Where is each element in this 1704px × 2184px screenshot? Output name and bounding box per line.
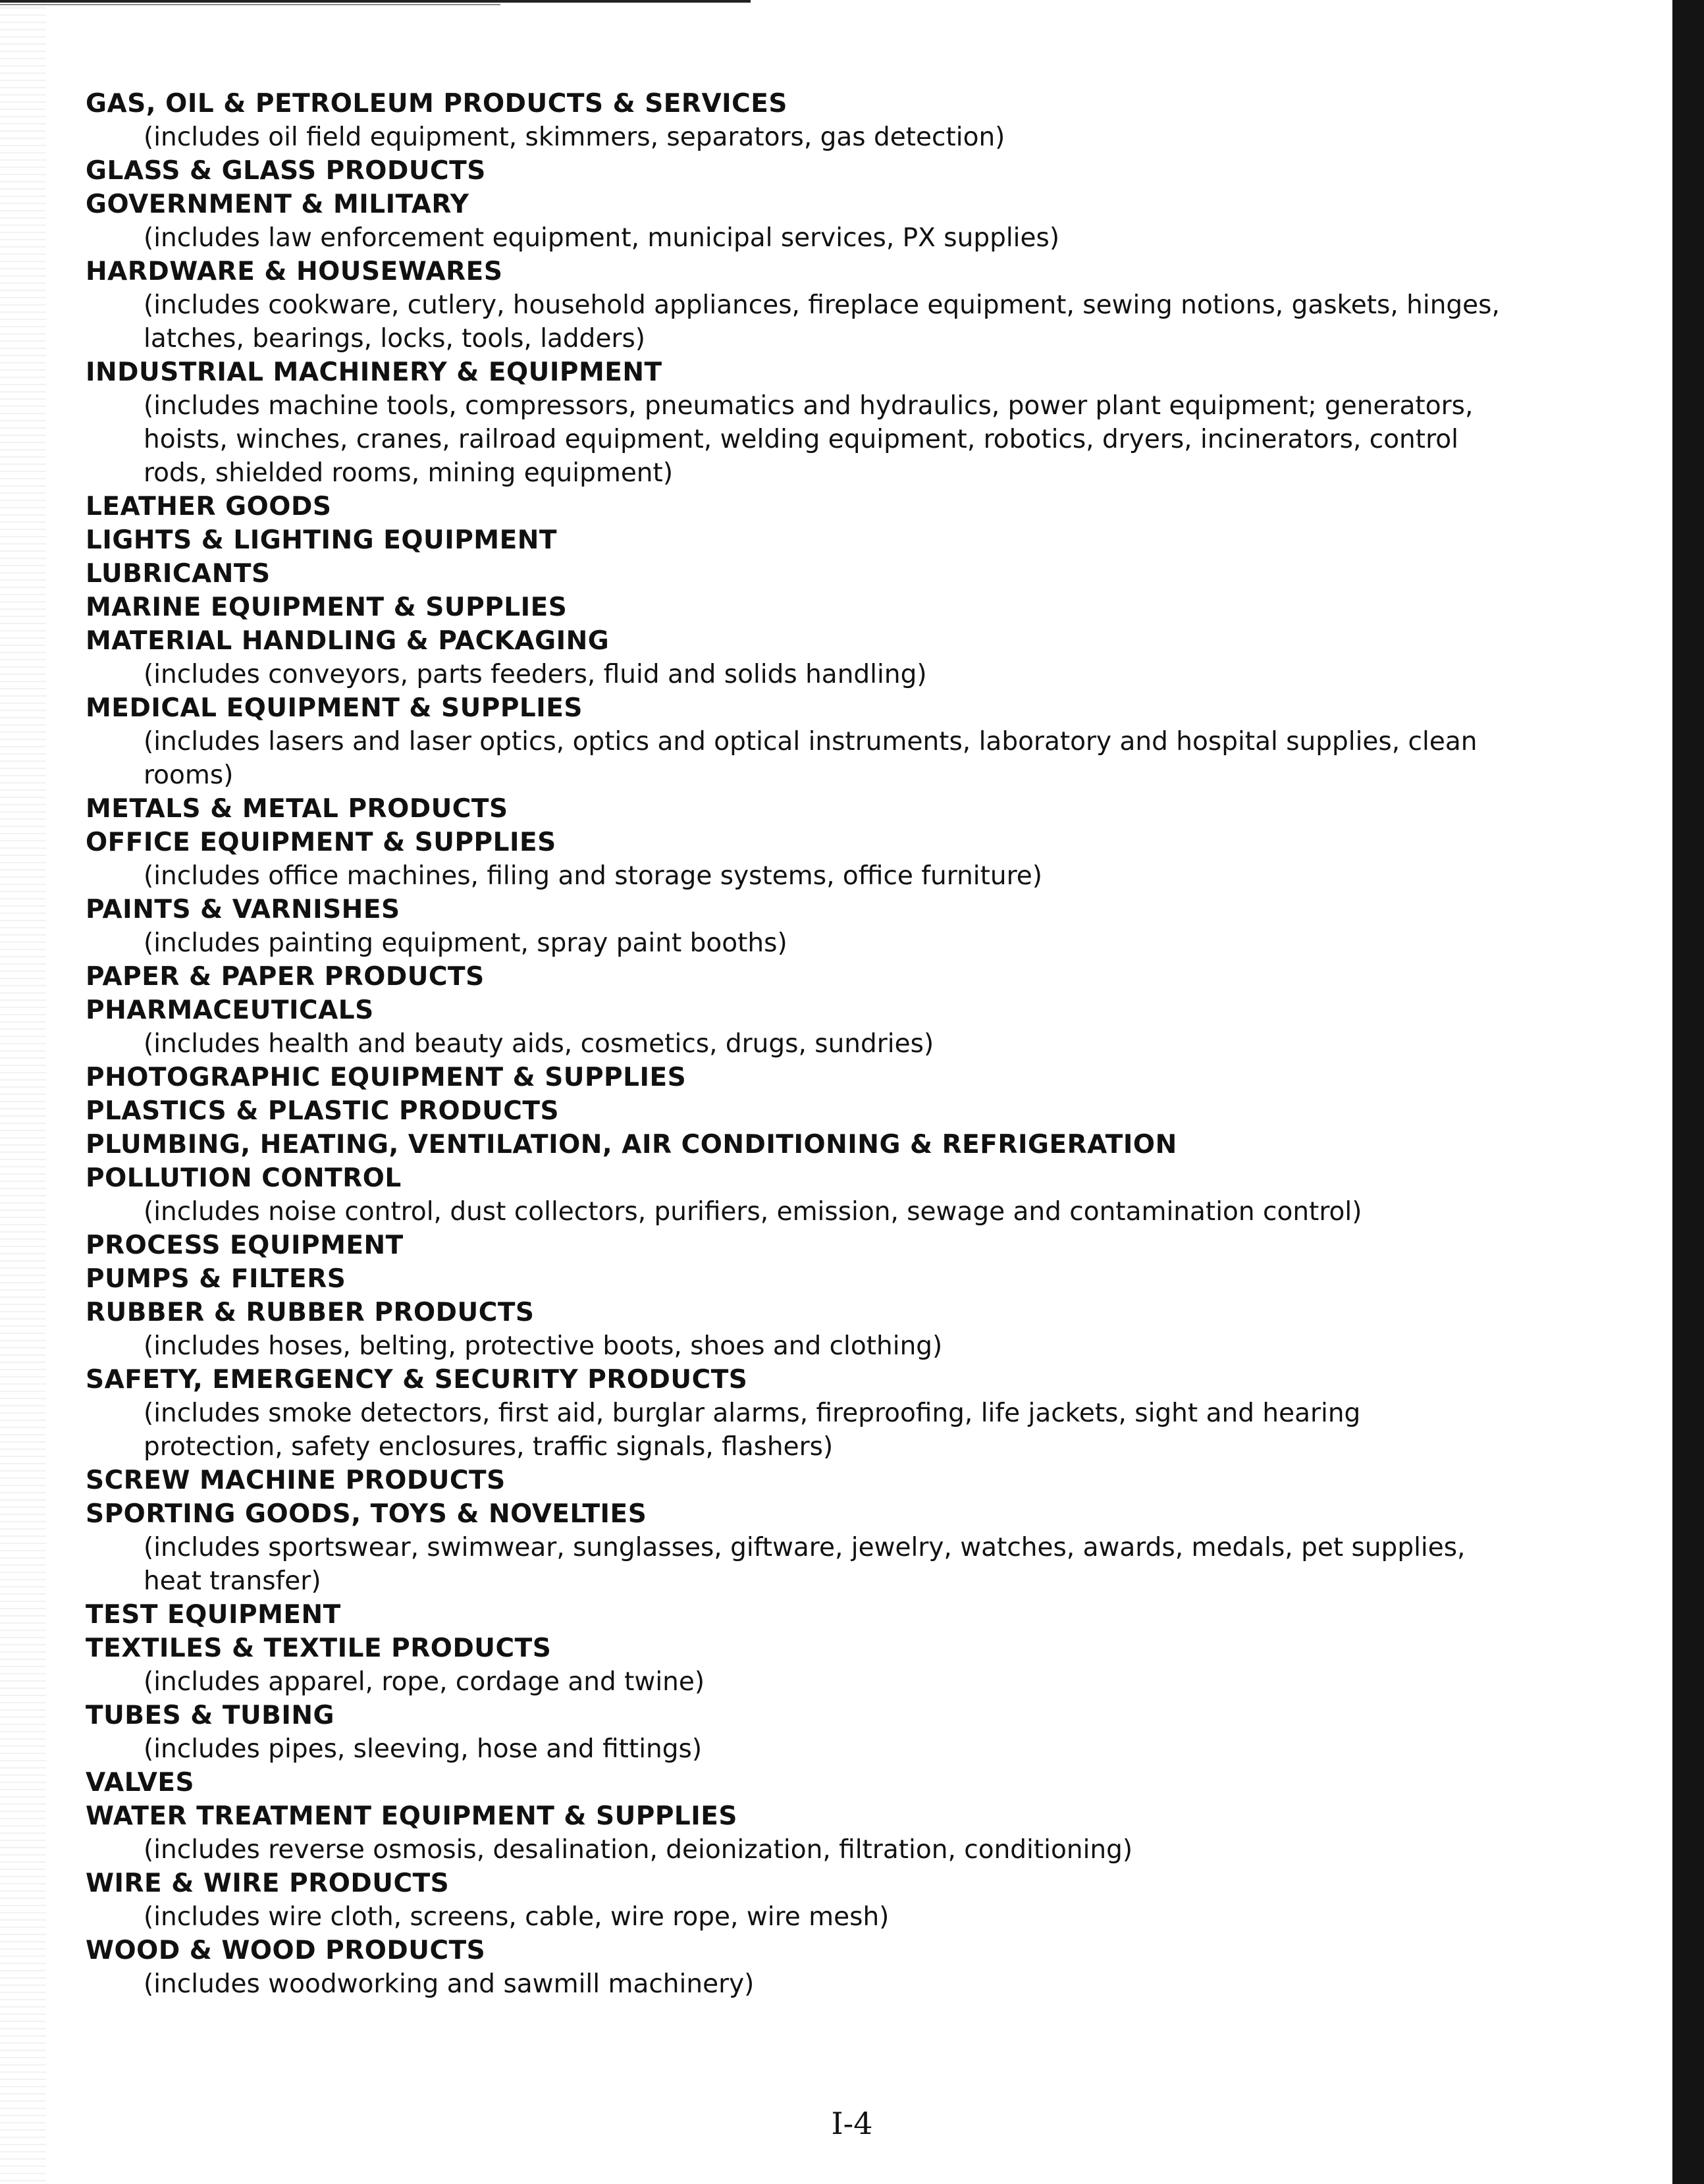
category-description: (includes wire cloth, screens, cable, wire rope, wire mesh): [144, 1902, 890, 1932]
category-description: (includes machine tools, compressors, pneumatics and hydraulics, power plant equipment; generators, hoists, winches, cranes, railroad equipment, welding equipment, robotics, dryers, incinerators, control rods, shielded rooms, mining equipment): [144, 391, 1474, 488]
category-entry: [86, 188, 1508, 255]
category-heading: MATERIAL HANDLING & PACKAGING: [86, 626, 610, 656]
category-description: (includes hoses, belting, protective boots, shoes and clothing): [144, 1331, 943, 1361]
category-entry: [86, 1766, 1508, 1799]
category-entry: [86, 1934, 1508, 2001]
category-entry: [86, 87, 1508, 154]
category-description: (includes painting equipment, spray paint booths): [144, 928, 787, 958]
category-description: (includes sportswear, swimwear, sunglasses, giftware, jewelry, watches, awards, medals, pet supplies, heat transfer): [144, 1533, 1466, 1596]
category-list: [86, 87, 1508, 2001]
category-entry: [86, 490, 1508, 523]
category-heading: SPORTING GOODS, TOYS & NOVELTIES: [86, 1499, 647, 1529]
category-entry: [86, 356, 1508, 490]
category-entry: [86, 1699, 1508, 1766]
category-heading: WOOD & WOOD PRODUCTS: [86, 1936, 486, 1965]
category-description: (includes office machines, filing and storage systems, office furniture): [144, 861, 1043, 891]
category-description: (includes smoke detectors, first aid, burglar alarms, fireproofing, life jackets, sight and hearing protection, safety enclosures, traffic signals, flashers): [144, 1398, 1361, 1462]
category-heading: PUMPS & FILTERS: [86, 1264, 346, 1294]
category-description: (includes law enforcement equipment, municipal services, PX supplies): [144, 223, 1060, 253]
category-heading: RUBBER & RUBBER PRODUCTS: [86, 1298, 535, 1327]
category-entry: [86, 1061, 1508, 1094]
category-entry: [86, 691, 1508, 792]
category-heading: GOVERNMENT & MILITARY: [86, 190, 469, 219]
category-heading: WATER TREATMENT EQUIPMENT & SUPPLIES: [86, 1801, 738, 1831]
category-entry: [86, 826, 1508, 893]
category-heading: VALVES: [86, 1768, 195, 1798]
category-heading: POLLUTION CONTROL: [86, 1163, 402, 1193]
category-entry: [86, 1598, 1508, 1632]
category-entry: [86, 523, 1508, 557]
category-description: (includes woodworking and sawmill machinery): [144, 1969, 755, 1999]
category-heading: MARINE EQUIPMENT & SUPPLIES: [86, 593, 568, 622]
category-entry: [86, 960, 1508, 994]
category-heading: SCREW MACHINE PRODUCTS: [86, 1466, 506, 1495]
scan-edge-left: [0, 0, 46, 2184]
category-heading: OFFICE EQUIPMENT & SUPPLIES: [86, 828, 556, 857]
category-description: (includes health and beauty aids, cosmetics, drugs, sundries): [144, 1029, 934, 1059]
category-heading: PAPER & PAPER PRODUCTS: [86, 962, 485, 992]
category-heading: PHOTOGRAPHIC EQUIPMENT & SUPPLIES: [86, 1063, 687, 1092]
category-entry: [86, 1296, 1508, 1363]
category-entry: [86, 1161, 1508, 1229]
category-entry: [86, 255, 1508, 356]
category-entry: [86, 1632, 1508, 1699]
top-rule-faint: [0, 4, 500, 5]
category-heading: PAINTS & VARNISHES: [86, 895, 400, 924]
category-heading: MEDICAL EQUIPMENT & SUPPLIES: [86, 693, 583, 723]
category-entry: [86, 624, 1508, 691]
category-entry: [86, 1128, 1508, 1161]
category-heading: LUBRICANTS: [86, 559, 271, 589]
category-heading: PLASTICS & PLASTIC PRODUCTS: [86, 1096, 560, 1126]
category-heading: WIRE & WIRE PRODUCTS: [86, 1869, 450, 1898]
category-heading: LEATHER GOODS: [86, 492, 332, 521]
category-entry: [86, 893, 1508, 960]
category-description: (includes reverse osmosis, desalination, deionization, filtration, conditioning): [144, 1835, 1133, 1865]
category-description: (includes conveyors, parts feeders, fluid and solids handling): [144, 660, 927, 689]
category-description: (includes lasers and laser optics, optics and optical instruments, laboratory and hospital supplies, clean rooms): [144, 727, 1478, 790]
category-heading: LIGHTS & LIGHTING EQUIPMENT: [86, 525, 557, 555]
category-heading: INDUSTRIAL MACHINERY & EQUIPMENT: [86, 358, 662, 387]
category-entry: [86, 591, 1508, 624]
category-entry: [86, 1464, 1508, 1497]
category-entry: [86, 1094, 1508, 1128]
scan-edge-right: [1672, 0, 1704, 2184]
category-entry: [86, 154, 1508, 188]
category-heading: GLASS & GLASS PRODUCTS: [86, 156, 486, 186]
page-number: I-4: [831, 2106, 873, 2141]
category-description: (includes oil field equipment, skimmers, separators, gas detection): [144, 122, 1005, 152]
category-description: (includes cookware, cutlery, household appliances, fireplace equipment, sewing notions, gaskets, hinges, latches, bearings, locks, tools, ladders): [144, 290, 1500, 354]
category-description: (includes noise control, dust collectors, purifiers, emission, sewage and contamination control): [144, 1197, 1362, 1227]
category-heading: TEST EQUIPMENT: [86, 1600, 341, 1630]
category-heading: HARDWARE & HOUSEWARES: [86, 257, 503, 286]
category-heading: TUBES & TUBING: [86, 1701, 335, 1730]
category-heading: SAFETY, EMERGENCY & SECURITY PRODUCTS: [86, 1365, 748, 1395]
category-entry: [86, 1799, 1508, 1867]
category-entry: [86, 1867, 1508, 1934]
category-heading: TEXTILES & TEXTILE PRODUCTS: [86, 1634, 552, 1663]
category-entry: [86, 994, 1508, 1061]
category-entry: [86, 1363, 1508, 1464]
top-rule: [0, 0, 751, 3]
category-heading: PROCESS EQUIPMENT: [86, 1231, 404, 1260]
category-description: (includes apparel, rope, cordage and twine): [144, 1667, 705, 1697]
category-heading: GAS, OIL & PETROLEUM PRODUCTS & SERVICES: [86, 89, 788, 119]
category-entry: [86, 1229, 1508, 1262]
category-heading: METALS & METAL PRODUCTS: [86, 794, 508, 824]
category-description: (includes pipes, sleeving, hose and fittings): [144, 1734, 703, 1764]
category-heading: PLUMBING, HEATING, VENTILATION, AIR CONDITIONING & REFRIGERATION: [86, 1130, 1177, 1159]
category-entry: [86, 1262, 1508, 1296]
category-entry: [86, 557, 1508, 591]
category-entry: [86, 1497, 1508, 1598]
category-heading: PHARMACEUTICALS: [86, 996, 374, 1025]
category-entry: [86, 792, 1508, 826]
